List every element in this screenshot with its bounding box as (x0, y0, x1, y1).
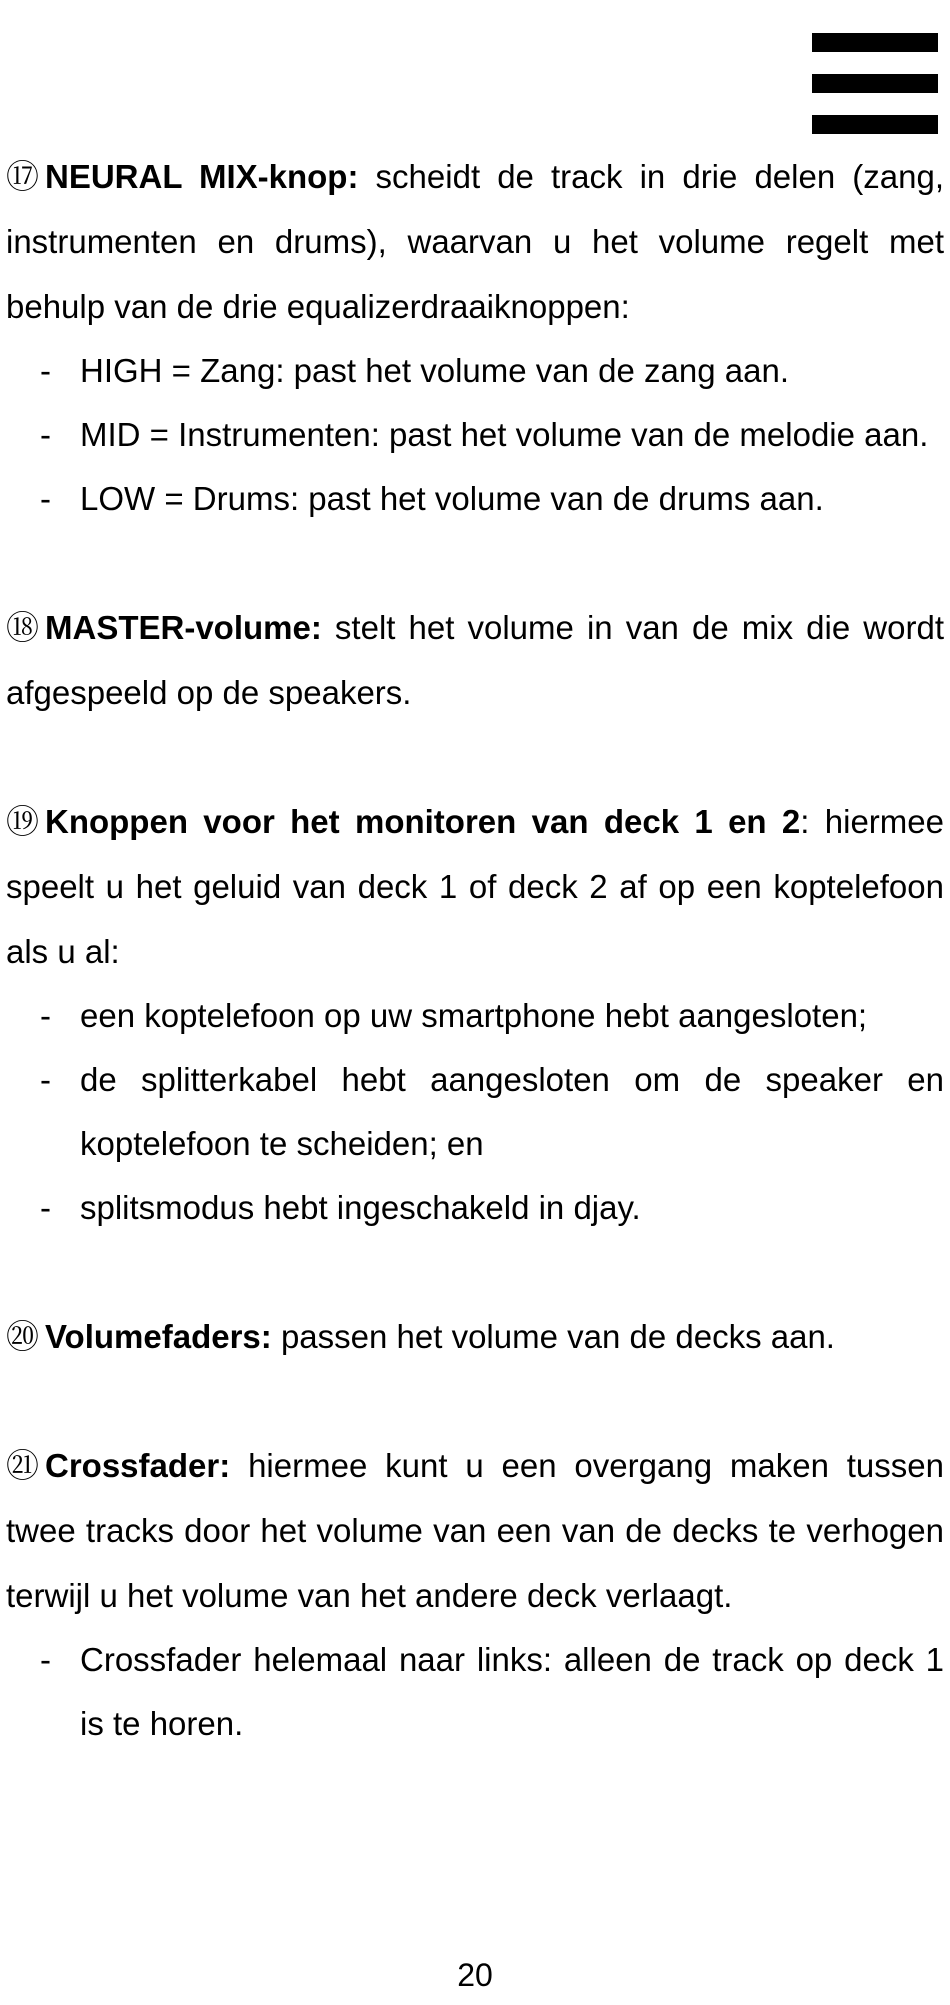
section-paragraph (6, 144, 944, 339)
section-paragraph (6, 1433, 944, 1628)
menu-bar (812, 115, 938, 134)
list-item: - een koptelefoon op uw smartphone hebt aangesloten; (40, 997, 868, 1034)
page-number: 20 (457, 1957, 493, 1993)
list-item: - LOW = Drums: past het volume van de drums aan. (40, 480, 824, 517)
section-title: NEURAL MIX-knop: (45, 158, 359, 195)
section-number: ⑲ (6, 803, 39, 840)
section-number: ⑰ (6, 158, 39, 195)
document-body (6, 144, 944, 1820)
menu-bar (812, 74, 938, 93)
section-number: ⑱ (6, 609, 39, 646)
section-monitor-buttons (6, 789, 944, 1240)
section-title: Crossfader: (45, 1447, 231, 1484)
section-crossfader (6, 1433, 944, 1756)
section-number: ㉑ (6, 1447, 39, 1484)
section-title: MASTER-volume: (45, 609, 322, 646)
bullet-list (6, 984, 944, 1240)
section-neural-mix (6, 144, 944, 531)
list-item: - HIGH = Zang: past het volume van de zang aan. (40, 352, 790, 389)
section-paragraph (6, 1304, 944, 1369)
section-text: stelt het volume in van de mix die wordt afgespeeld op de speakers. (6, 609, 944, 711)
section-title: Knoppen voor het monitoren van deck 1 en 2 (45, 803, 801, 840)
hamburger-menu-icon[interactable] (812, 33, 938, 135)
list-item: - splitsmodus hebt ingeschakeld in djay. (40, 1189, 641, 1226)
list-item: - MID = Instrumenten: past het volume van de melodie aan. (40, 416, 929, 453)
section-paragraph (6, 789, 944, 984)
menu-bar (812, 33, 938, 52)
section-paragraph (6, 595, 944, 725)
list-item: - de splitterkabel hebt aangesloten om de speaker en koptelefoon te scheiden; en (40, 1061, 944, 1162)
section-text: passen het volume van de decks aan. (271, 1318, 835, 1355)
section-text: hiermee kunt u een overgang maken tussen twee tracks door het volume van een van de decks te verhogen terwijl u het volume van het andere deck verlaagt. (6, 1447, 944, 1614)
section-number: ⑳ (6, 1318, 39, 1355)
section-text: scheidt de track in drie delen (zang, instrumenten en drums), waarvan u het volume regelt met behulp van de drie equalizerdraaiknoppen: (6, 158, 944, 325)
bullet-list (6, 339, 944, 531)
bullet-list (6, 1628, 944, 1756)
section-title: Volumefaders: (45, 1318, 272, 1355)
list-item: - Crossfader helemaal naar links: alleen de track op deck 1 is te horen. (40, 1641, 944, 1742)
section-master-volume (6, 595, 944, 725)
section-text: : hiermee speelt u het geluid van deck 1 of deck 2 af op een koptelefoon als u al: (6, 803, 944, 970)
section-volume-faders (6, 1304, 944, 1369)
